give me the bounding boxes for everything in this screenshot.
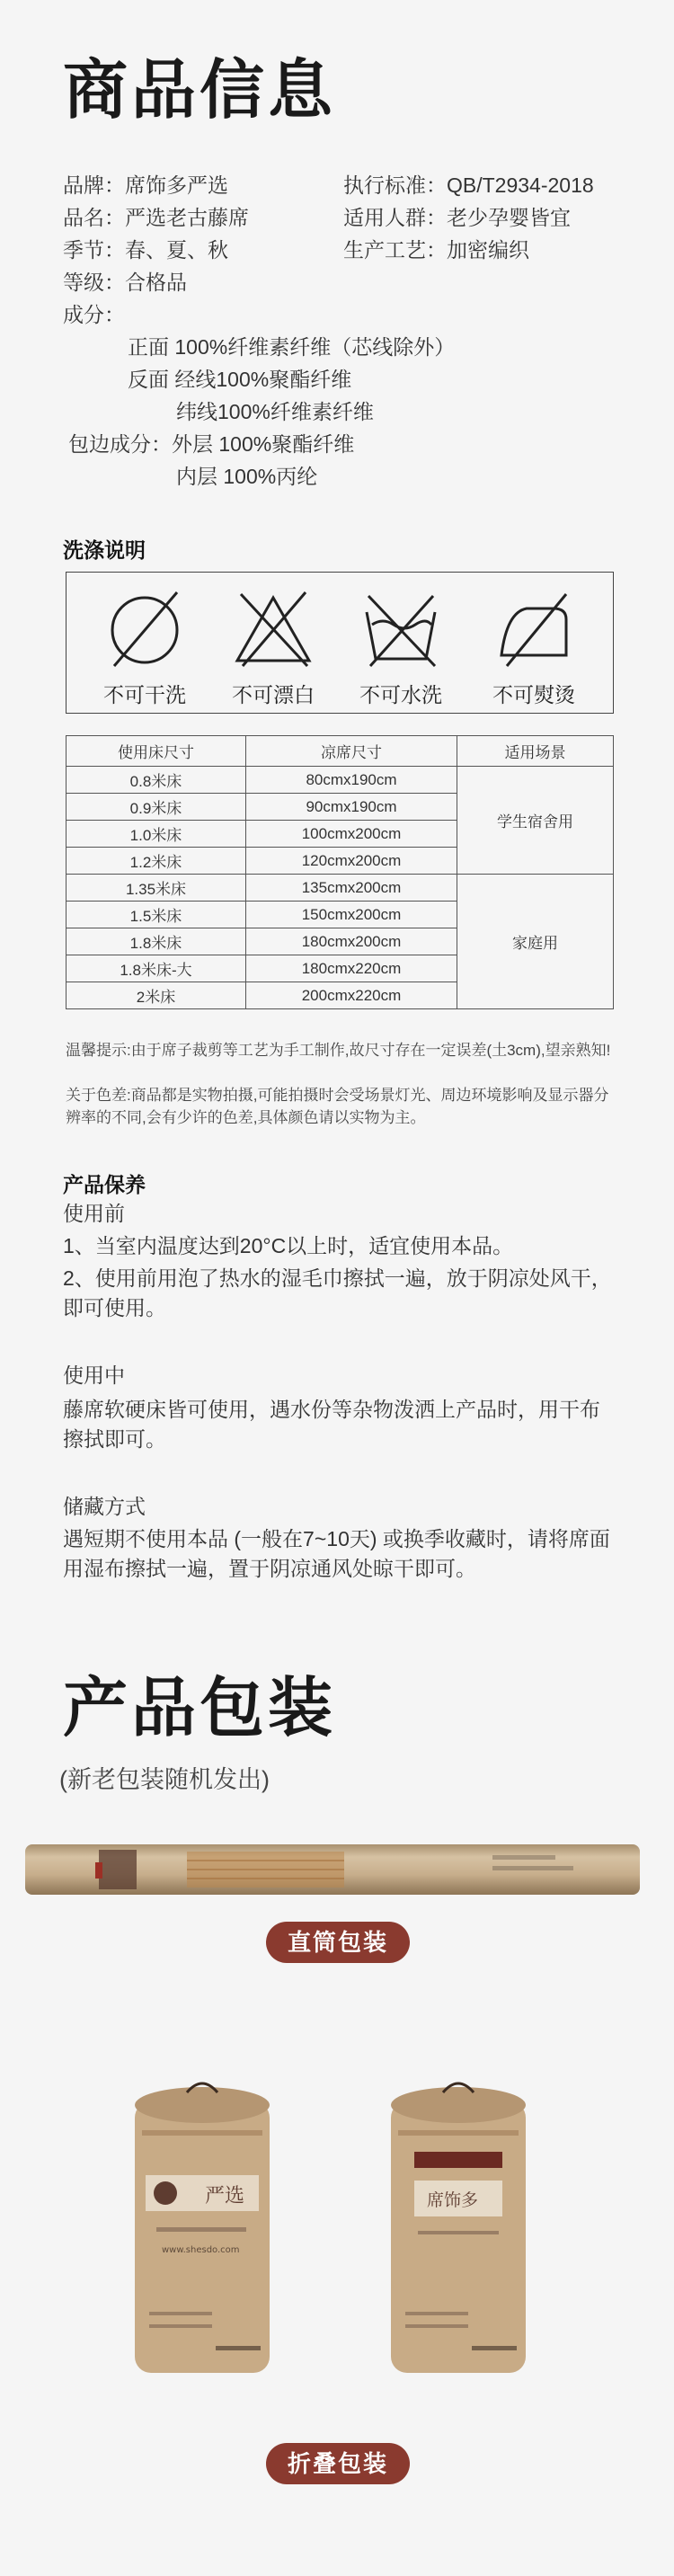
- table-cell: 1.35米床: [67, 875, 246, 902]
- table-cell: 1.8米床: [67, 928, 246, 955]
- folded-bag-1-image: [135, 2076, 270, 2373]
- table-header: 凉席尺寸: [246, 736, 457, 767]
- care-before-2: 2、使用前用泡了热水的湿毛巾擦拭一遍，放于阴凉处风干，即可使用。: [63, 1266, 612, 1319]
- info-product-name: 品名：严选老古藤席: [63, 206, 249, 229]
- table-header-row: [67, 736, 614, 767]
- no-wash-icon: [358, 589, 444, 670]
- table-row: [67, 767, 614, 794]
- wash-label-no-iron: 不可熨烫: [492, 683, 575, 706]
- composition-back-weft: 纬线100%纤维素纤维: [176, 400, 374, 423]
- table-header: 适用场景: [457, 736, 614, 767]
- no-iron-icon: [491, 589, 577, 670]
- info-composition-label: 成分：: [63, 303, 125, 326]
- wash-section-title: 洗涤说明: [63, 538, 146, 562]
- table-cell: 100cmx200cm: [246, 821, 457, 848]
- no-bleach-icon: [230, 589, 316, 670]
- tube-package-image: [25, 1843, 640, 1896]
- care-storage-text: 遇短期不使用本品 (一般在7~10天) 或换季收藏时，请将席面用湿布擦拭一遍，置于阴凉通风处晾干即可。: [63, 1527, 610, 1580]
- table-header: 使用床尺寸: [67, 736, 246, 767]
- table-cell: 1.0米床: [67, 821, 246, 848]
- table-cell: 0.9米床: [67, 794, 246, 821]
- size-table: [66, 735, 614, 1009]
- note-tip: 温馨提示:由于席子裁剪等工艺为手工制作,故尺寸存在一定误差(土3cm),望亲熟知!: [66, 1042, 611, 1059]
- composition-front: 正面 100%纤维素纤维（芯线除外）: [128, 335, 456, 359]
- wash-instructions-box: [66, 572, 614, 714]
- care-before-title: 使用前: [63, 1202, 125, 1225]
- wash-label-no-bleach: 不可漂白: [232, 683, 315, 706]
- composition-edge-outer: 包边成分：外层 100%聚酯纤维: [68, 432, 355, 456]
- info-brand: 品牌：席饰多严选: [63, 173, 228, 197]
- table-cell: 0.8米床: [67, 767, 246, 794]
- section-title-product-info: 商品信息: [63, 55, 337, 127]
- care-storage-title: 储藏方式: [63, 1495, 146, 1518]
- table-cell: 1.8米床-大: [67, 955, 246, 982]
- fold-package-label: 折叠包装: [266, 2443, 410, 2484]
- table-cell: 120cmx200cm: [246, 848, 457, 875]
- table-cell: 180cmx220cm: [246, 955, 457, 982]
- info-grade: 等级：合格品: [63, 271, 187, 294]
- table-cell: 2米床: [67, 982, 246, 1009]
- table-cell: 150cmx200cm: [246, 902, 457, 928]
- care-section-title: 产品保养: [63, 1173, 146, 1196]
- composition-edge-inner: 内层 100%丙纶: [176, 465, 318, 488]
- info-audience: 适用人群：老少孕婴皆宜: [343, 206, 571, 229]
- section-title-packaging: 产品包装: [63, 1673, 337, 1745]
- bag2-brand-text: 席饰多: [427, 2190, 479, 2210]
- table-cell: 80cmx190cm: [246, 767, 457, 794]
- note-color: 关于色差:商品都是实物拍摄,可能拍摄时会受场景灯光、周边环境影响及显示器分辨率的不同,会有少许的色差,具体颜色请以实物为主。: [66, 1087, 609, 1126]
- wash-item-no-wash: [342, 589, 459, 708]
- table-cell-scene: 学生宿舍用: [457, 767, 614, 875]
- care-before-1: 1、当室内温度达到20°C以上时，适宜使用本品。: [63, 1234, 514, 1257]
- wash-label-no-dry-clean: 不可干洗: [103, 683, 186, 706]
- care-during-text: 藤席软硬床皆可使用，遇水份等杂物泼洒上产品时，用干布擦拭即可。: [63, 1398, 600, 1451]
- tube-package-label: 直筒包装: [266, 1922, 410, 1963]
- table-cell: 200cmx220cm: [246, 982, 457, 1009]
- composition-back-warp: 反面 经线100%聚酯纤维: [128, 368, 352, 391]
- table-cell-scene: 家庭用: [457, 875, 614, 1009]
- table-cell: 180cmx200cm: [246, 928, 457, 955]
- wash-item-no-bleach: [215, 589, 332, 708]
- info-season: 季节：春、夏、秋: [63, 238, 228, 262]
- packaging-subtitle: (新老包装随机发出): [59, 1766, 270, 1793]
- folded-bag-2-image: [391, 2076, 526, 2373]
- info-craft: 生产工艺：加密编织: [343, 238, 529, 262]
- wash-item-no-dry-clean: [86, 589, 203, 708]
- wash-label-no-wash: 不可水洗: [359, 683, 442, 706]
- table-cell: 1.5米床: [67, 902, 246, 928]
- table-cell: 1.2米床: [67, 848, 246, 875]
- info-standard: 执行标准：QB/T2934-2018: [343, 173, 594, 197]
- wash-item-no-iron: [475, 589, 592, 708]
- table-cell: 135cmx200cm: [246, 875, 457, 902]
- table-cell: 90cmx190cm: [246, 794, 457, 821]
- table-row: [67, 875, 614, 902]
- no-dry-clean-icon: [102, 589, 188, 670]
- care-during-title: 使用中: [63, 1364, 125, 1387]
- bag1-brand-text: 严选: [205, 2185, 245, 2207]
- bag1-site-text: www.shesdo.com: [162, 2245, 240, 2255]
